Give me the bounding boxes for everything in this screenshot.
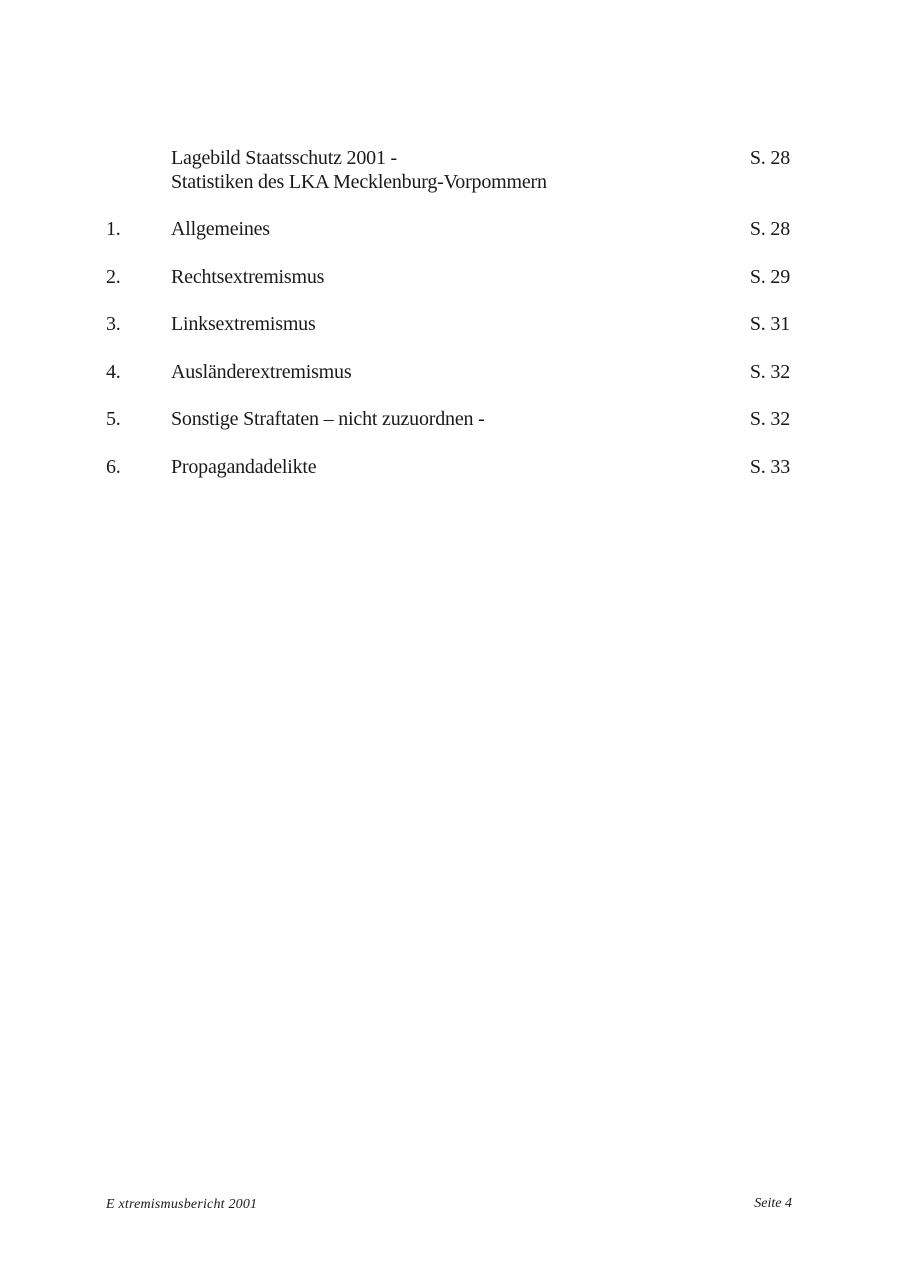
toc-header-title: [171, 146, 547, 194]
toc-entry-page: S. 32: [749, 408, 790, 430]
toc-header-page: S. 28: [749, 147, 790, 169]
toc-entry-title: Sonstige Straftaten – nicht zuzuordnen -: [171, 408, 485, 430]
toc-entry-page: S. 32: [749, 361, 790, 383]
toc-entry-number: 6.: [106, 456, 121, 478]
footer-report-title: E xtremismusbericht 2001: [106, 1197, 258, 1212]
toc-entry-number: 3.: [106, 313, 121, 335]
toc-entry-page: S. 31: [749, 313, 790, 335]
toc-entry-page: S. 29: [749, 266, 790, 288]
toc-header-title-line1: Lagebild Staatsschutz 2001 -: [171, 147, 398, 169]
footer-page-number: Seite 4: [754, 1196, 792, 1211]
toc-header-title-line2: Statistiken des LKA Mecklenburg-Vorpommern: [171, 171, 547, 193]
toc-entry-title: Linksextremismus: [171, 313, 316, 335]
toc-entry-number: 5.: [106, 408, 121, 430]
toc-entry-title: Rechtsextremismus: [171, 266, 325, 288]
toc-entry-page: S. 28: [749, 218, 790, 240]
toc-entry-number: 1.: [106, 218, 121, 240]
toc-entry-title: Propagandadelikte: [171, 456, 317, 478]
toc-entry-number: 4.: [106, 361, 121, 383]
toc-entry-title: Ausländerextremismus: [171, 361, 352, 383]
toc-entry-title: Allgemeines: [171, 218, 270, 240]
toc-entry-page: S. 33: [749, 456, 790, 478]
toc-entry-number: 2.: [106, 266, 121, 288]
